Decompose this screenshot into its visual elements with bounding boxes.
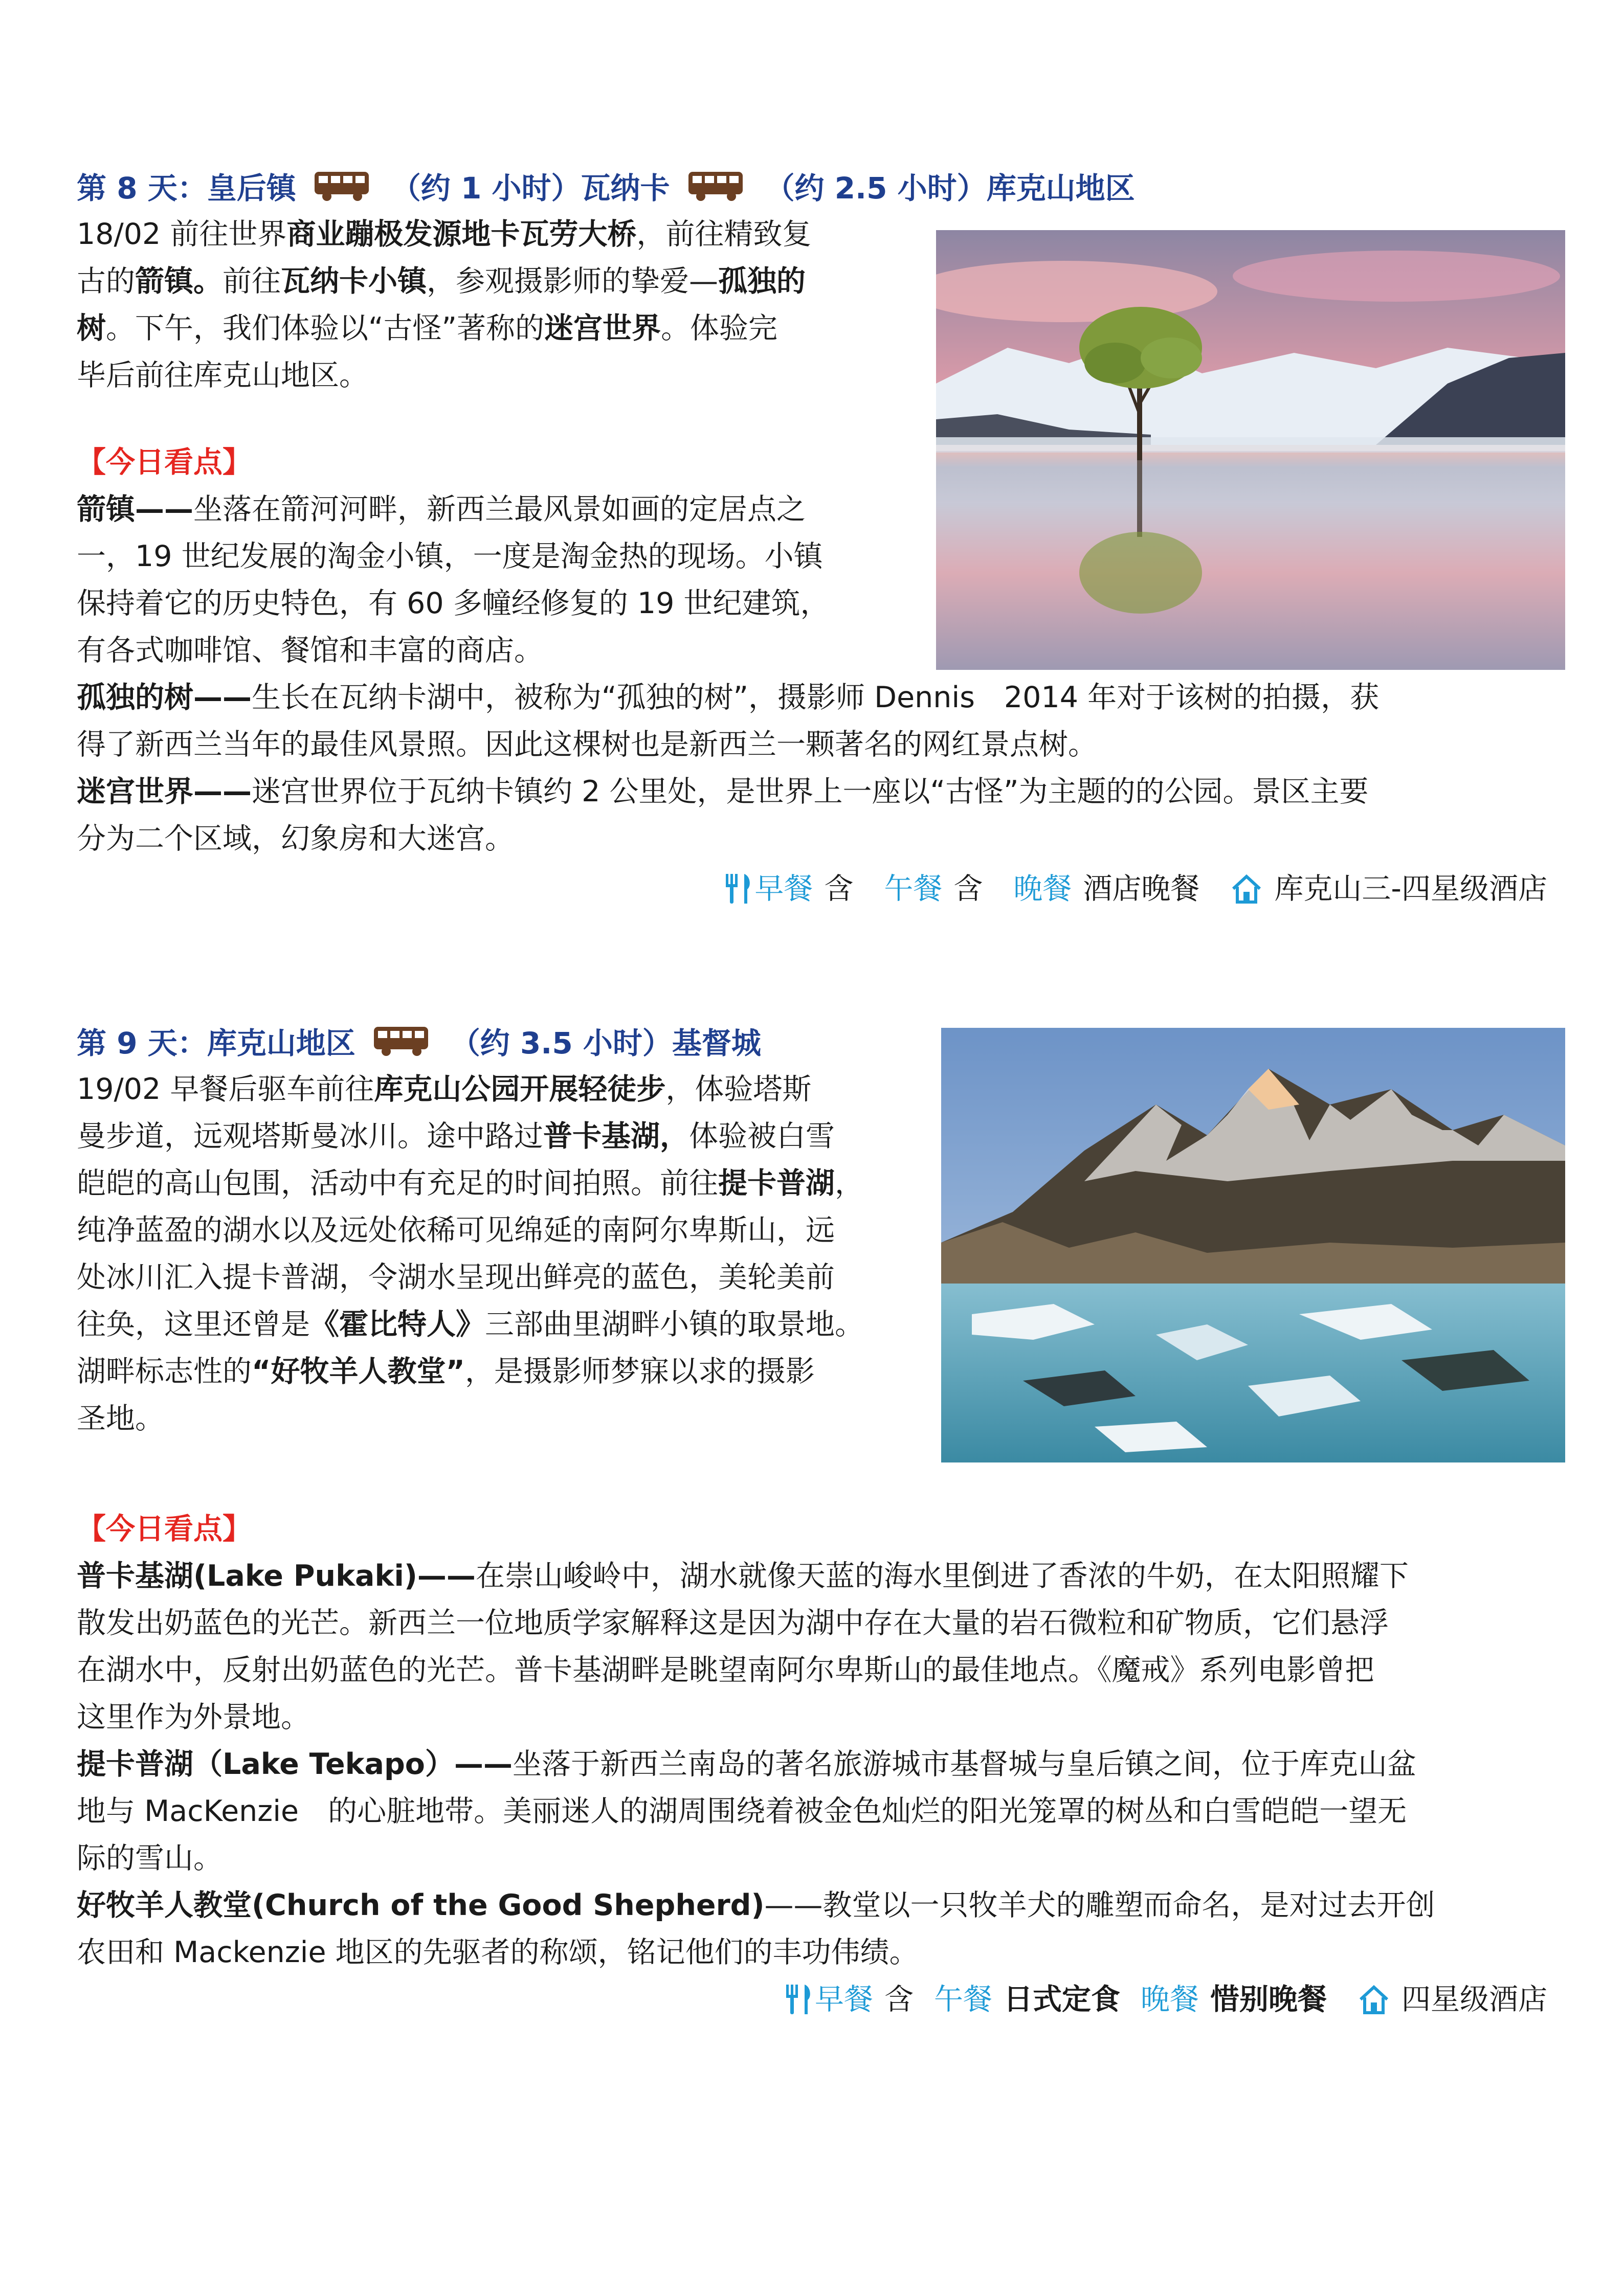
text: 圣地。 <box>77 1402 164 1435</box>
day8-intro <box>77 211 916 399</box>
day8-dinner-value: 酒店晚餐 <box>1083 872 1200 906</box>
text: 农田和 Mackenzie 地区的先驱者的称颂，铭记他们的丰功伟绩。 <box>77 1935 919 1969</box>
text-line <box>77 1395 926 1442</box>
home-icon <box>1358 1984 1390 2015</box>
text-line <box>77 1788 1545 1835</box>
day9-breakfast-label: 早餐 <box>815 1983 873 2016</box>
day8-hotel: 库克山三-四星级酒店 <box>1274 872 1547 906</box>
day8-meals <box>724 865 1547 912</box>
text: 有各式咖啡馆、餐馆和丰富的商店。 <box>77 634 543 667</box>
text: 前往 <box>223 264 281 298</box>
text-line <box>77 1066 926 1113</box>
text: 曼步道，远观塔斯曼冰川。途中路过 <box>77 1119 543 1153</box>
text-line <box>77 1160 926 1207</box>
day8-lunch-value: 含 <box>953 872 983 906</box>
text: 早餐后驱车前往 <box>170 1072 374 1106</box>
day9-hotel: 四星级酒店 <box>1401 1983 1547 2016</box>
puzzling-world-desc <box>77 768 1545 862</box>
text-line <box>77 627 921 674</box>
text: 际的雪山。 <box>77 1841 223 1875</box>
text-line <box>77 211 916 258</box>
text-line <box>77 1552 1545 1600</box>
text-line <box>77 580 921 627</box>
day8-title-seg2: （约 2.5 小时）库克山地区 <box>765 171 1135 206</box>
day9-lunch-value: 日式定食 <box>1004 1983 1120 2016</box>
bold-text: 提卡普湖（Lake Tekapo）—— <box>77 1747 513 1781</box>
day9-title-day: 第 9 天：库克山地区 <box>77 1026 355 1061</box>
text: ，是摄影师梦寐以求的摄影 <box>464 1355 815 1388</box>
home-icon <box>1230 873 1263 904</box>
text: 得了新西兰当年的最佳风景照。因此这棵树也是新西兰一颗著名的网红景点树。 <box>77 728 1097 761</box>
day9-title-seg1: （约 3.5 小时）基督城 <box>450 1026 761 1061</box>
utensils-icon <box>724 873 754 905</box>
tekapo-desc <box>77 1741 1545 1882</box>
arrowtown-desc <box>77 486 921 674</box>
bold-text: 箭镇—— <box>77 492 193 526</box>
text: 体验被白雪 <box>689 1119 835 1153</box>
day8-title <box>77 163 1135 209</box>
text: 湖畔标志性的 <box>77 1355 252 1388</box>
text-line <box>77 1113 926 1160</box>
bold-text: 好牧羊人教堂(Church of the Good Shepherd) <box>77 1888 765 1922</box>
bus-icon <box>314 169 371 202</box>
bold-text: 瓦纳卡小镇 <box>281 264 427 298</box>
text: 在崇山峻岭中，湖水就像天蓝的海水里倒进了香浓的牛奶，在太阳照耀下 <box>475 1559 1409 1593</box>
church-desc <box>77 1882 1545 1976</box>
bold-text: 孤独的树—— <box>77 681 252 714</box>
day8-highlight-label: 【今日看点】 <box>77 445 252 479</box>
bold-text: 普卡基湖(Lake Pukaki)—— <box>77 1559 476 1593</box>
text-line <box>77 768 1545 815</box>
text-line <box>77 305 916 352</box>
lone-tree-desc <box>77 674 1545 768</box>
text-line <box>77 258 916 305</box>
pukaki-desc <box>77 1552 1545 1741</box>
text: ——教堂以一只牧羊犬的雕塑而命名，是对过去开创 <box>764 1888 1435 1922</box>
text: 分为二个区域，幻象房和大迷宫。 <box>77 822 514 856</box>
text: 皑皑的高山包围，活动中有充足的时间拍照。前往 <box>77 1166 718 1200</box>
bus-icon <box>373 1024 430 1057</box>
day8-breakfast-value: 含 <box>824 872 854 906</box>
bold-text: 普卡基湖， <box>543 1119 689 1153</box>
day8-breakfast-label: 早餐 <box>754 872 813 906</box>
text-line <box>77 533 921 580</box>
day8-lunch-label: 午餐 <box>884 872 943 906</box>
text-line <box>77 674 1545 721</box>
text: 前往世界 <box>170 217 287 251</box>
text: 19/02 <box>77 1072 170 1106</box>
utensils-icon <box>784 1984 815 2015</box>
text: 古的 <box>77 264 135 298</box>
text-line <box>77 1207 926 1254</box>
text: 这里作为外景地。 <box>77 1700 310 1734</box>
text: 生长在瓦纳卡湖中，被称为“孤独的树”，摄影师 Dennis 2014 年对于该树的拍摄，获 <box>252 681 1380 714</box>
text: 散发出奶蓝色的光芒。新西兰一位地质学家解释这是因为湖中存在大量的岩石微粒和矿物质，它们悬浮 <box>77 1606 1389 1640</box>
day9-highlight-label: 【今日看点】 <box>77 1512 252 1546</box>
bold-text: 迷宫世界—— <box>77 775 252 808</box>
text-line <box>77 721 1545 768</box>
day8-title-seg1: （约 1 小时）瓦纳卡 <box>391 171 670 206</box>
text: ，前往精致复 <box>636 217 812 251</box>
bold-text: 《霍比特人》 <box>310 1308 485 1341</box>
text: ，参观摄影师的挚爱— <box>427 264 718 298</box>
text: 在湖水中，反射出奶蓝色的光芒。普卡基湖畔是眺望南阿尔卑斯山的最佳地点。《魔戒》系列电影曾把 <box>77 1653 1374 1687</box>
text: 保持着它的历史特色，有 60 多幢经修复的 19 世纪建筑， <box>77 587 830 620</box>
text-line <box>77 1301 926 1348</box>
text-line <box>77 1647 1545 1694</box>
text: 。下午，我们体验以“古怪”著称的 <box>106 311 545 345</box>
bold-text: 商业蹦极发源地卡瓦劳大桥 <box>286 217 637 251</box>
glacier-lake-photo <box>941 1028 1565 1462</box>
text-line <box>77 1835 1545 1882</box>
text: ， <box>835 1166 864 1200</box>
day9-lunch-label: 午餐 <box>934 1983 992 2016</box>
day9-intro <box>77 1066 926 1442</box>
text: 往奂，这里还曾是 <box>77 1308 310 1341</box>
text: 18/02 <box>77 217 170 251</box>
text: 坐落在箭河河畔，新西兰最风景如画的定居点之 <box>193 492 806 526</box>
text: 一，19 世纪发展的淘金小镇，一度是淘金热的现场。小镇 <box>77 539 823 573</box>
text: ，体验塔斯 <box>665 1072 812 1106</box>
bold-text: 迷宫世界 <box>544 311 661 345</box>
wanaka-tree-photo <box>936 230 1565 670</box>
bold-text: 树 <box>77 311 106 345</box>
text: 纯净蓝盈的湖水以及远处依稀可见绵延的南阿尔卑斯山，远 <box>77 1213 835 1247</box>
text: 毕后前往库克山地区。 <box>77 358 368 392</box>
text: 处冰川汇入提卡普湖，令湖水呈现出鲜亮的蓝色，美轮美前 <box>77 1260 835 1294</box>
text: 地与 MacKenzie 的心脏地带。美丽迷人的湖周围绕着被金色灿烂的阳光笼罩的树丛和白雪皑皑一望无 <box>77 1794 1407 1828</box>
bold-text: 提卡普湖 <box>718 1166 835 1200</box>
text-line <box>77 486 921 533</box>
bold-text: 孤独的 <box>718 264 806 298</box>
bus-icon <box>687 169 745 202</box>
text: 迷宫世界位于瓦纳卡镇约 2 公里处，是世界上一座以“古怪”为主题的的公园。景区主要 <box>252 775 1369 808</box>
text-line <box>77 1254 926 1301</box>
text: 坐落于新西兰南岛的著名旅游城市基督城与皇后镇之间，位于库克山盆 <box>512 1747 1416 1781</box>
text-line <box>77 352 916 399</box>
text-line <box>77 1929 1545 1976</box>
text: 。体验完 <box>661 311 778 345</box>
text-line <box>77 1348 926 1395</box>
text-line <box>77 1600 1545 1647</box>
day9-title <box>77 1018 761 1064</box>
day9-breakfast-value: 含 <box>884 1983 914 2016</box>
text: 三部曲里湖畔小镇的取景地。 <box>485 1308 864 1341</box>
bold-text: 箭镇。 <box>135 264 223 298</box>
text-line <box>77 815 1545 862</box>
day8-dinner-label: 晚餐 <box>1013 872 1072 906</box>
text-line <box>77 1741 1545 1788</box>
day8-title-day: 第 8 天：皇后镇 <box>77 171 296 206</box>
bold-text: “好牧羊人教堂” <box>252 1355 465 1388</box>
text-line <box>77 1694 1545 1741</box>
day9-dinner-label: 晚餐 <box>1141 1983 1199 2016</box>
day9-meals <box>784 1976 1547 2023</box>
day9-dinner-value: 惜别晚餐 <box>1210 1983 1327 2016</box>
bold-text: 库克山公园开展轻徒步 <box>374 1072 666 1106</box>
text-line <box>77 1882 1545 1929</box>
